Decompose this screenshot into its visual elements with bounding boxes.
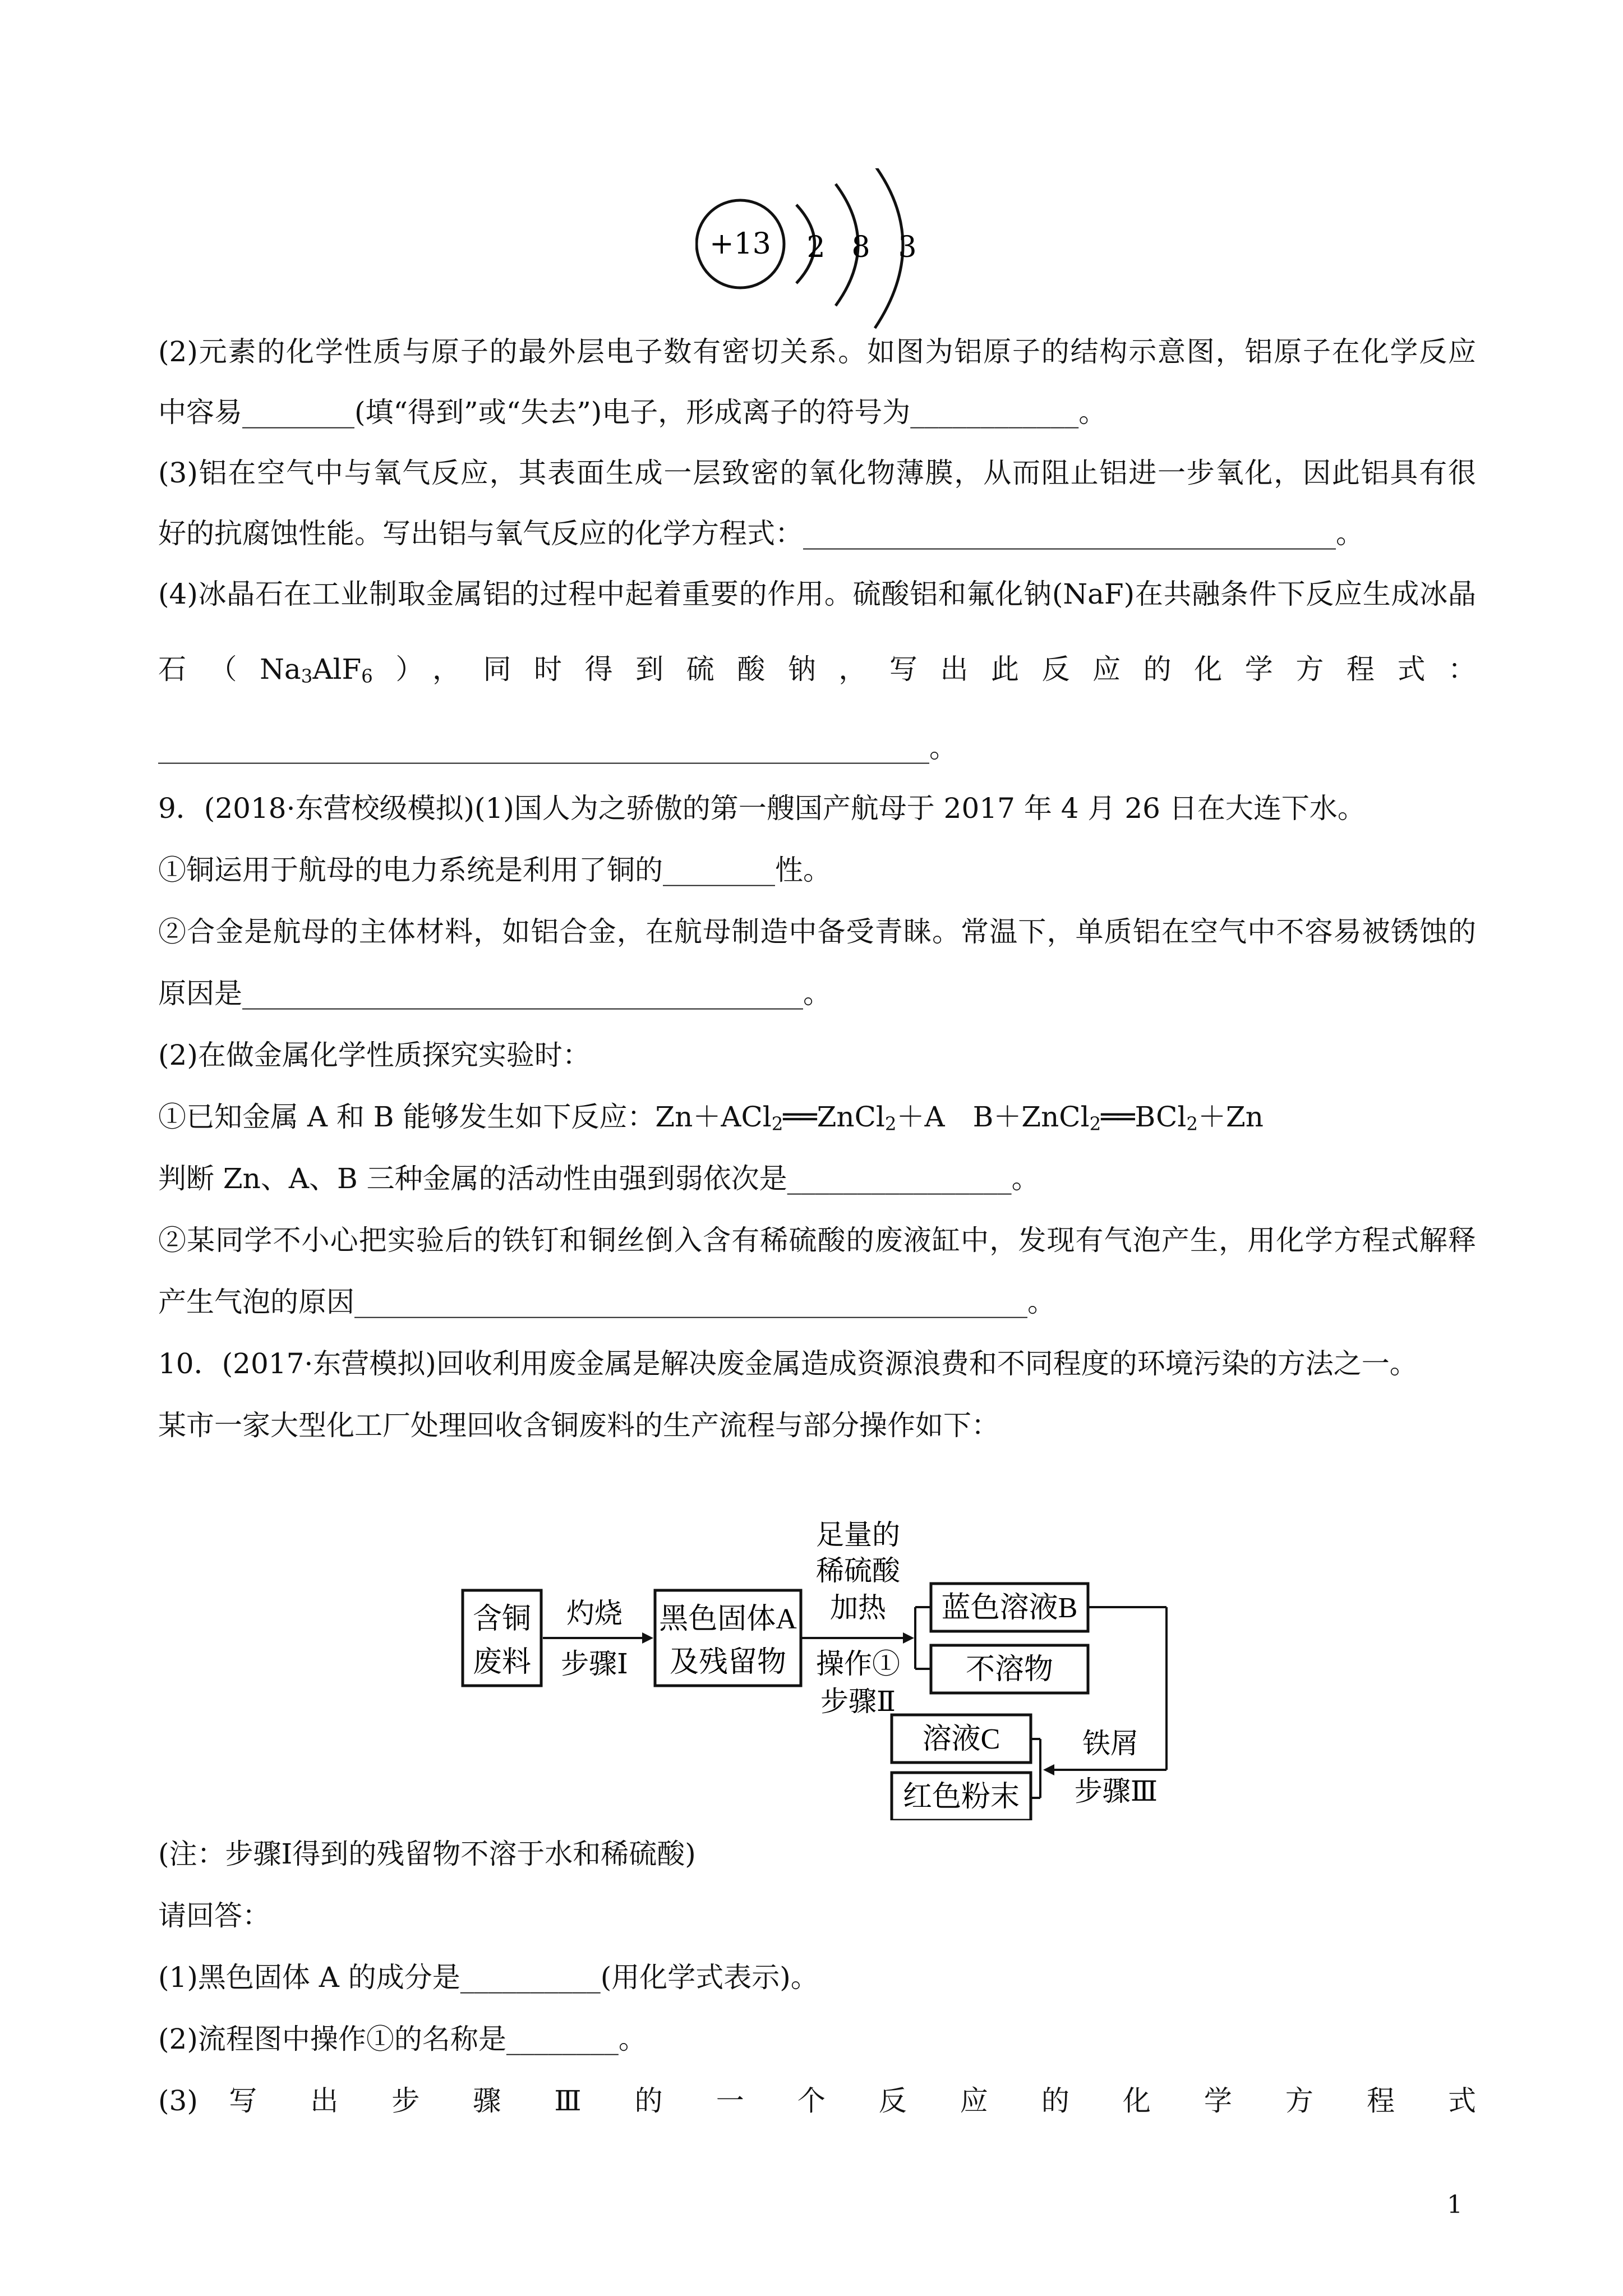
reaction-sub-4: 2 xyxy=(1186,1113,1198,1135)
q10-part1: (1)黑色固体 A 的成分是__________(用化学式表示)。 xyxy=(158,1961,819,1994)
box-blue-solution-label: 蓝色溶液B xyxy=(941,1592,1078,1624)
q8-part4-text-c: AlF xyxy=(312,653,362,685)
q8-part4-answer-line: _______________________________________________________。 xyxy=(158,731,957,764)
reaction-text-2: ══ZnCl xyxy=(783,1101,885,1133)
shell-count-1: 2 xyxy=(806,231,826,264)
arrow-step2-head xyxy=(903,1632,914,1644)
q8-part3-line2: 好的抗腐蚀性能。写出铝与氧气反应的化学方程式：______________________________________。 xyxy=(158,517,1364,550)
q8-part4-text-e: ），同时得到硫酸钠，写出此反应的化学方程式： xyxy=(372,653,1477,685)
box-copper-waste-line2: 废料 xyxy=(472,1646,532,1678)
q10-please-answer: 请回答： xyxy=(158,1899,270,1932)
q9-intro: 9．(2018·东营校级模拟)(1)国人为之骄傲的第一艘国产航母于 2017 年 4 月 26 日在大连下水。 xyxy=(158,792,1366,825)
q10-part3: (3) 写 出 步 骤 Ⅲ 的 一 个 反 应 的 化 学 方 程 式 xyxy=(158,2085,1476,2117)
q9-part1-b-line1: ②合金是航母的主体材料，如铝合金，在航母制造中备受青睐。常温下，单质铝在空气中不容易被锈蚀的 xyxy=(158,915,1476,948)
shell-count-2: 8 xyxy=(851,231,870,264)
reagent-label-3: 加热 xyxy=(830,1592,886,1623)
box-red-powder-label: 红色粉末 xyxy=(902,1781,1020,1813)
reaction-text-5: ＋Zn xyxy=(1198,1101,1264,1133)
q9-part2-b-line1: ②某同学不小心把实验后的铁钉和铜丝倒入含有稀硫酸的废液缸中，发现有气泡产生，用化学方程式解释 xyxy=(158,1224,1476,1257)
reagent-label-1: 足量的 xyxy=(816,1519,900,1550)
q8-part3-line1: (3)铝在空气中与氧气反应，其表面生成一层致密的氧化物薄膜，从而阻止铝进一步氧化，因此铝具有很 xyxy=(158,457,1476,489)
box-black-solid-line2: 及残留物 xyxy=(669,1646,787,1678)
q9-part2-intro: (2)在做金属化学性质探究实验时： xyxy=(158,1039,591,1071)
reaction-text-4: ══BCl xyxy=(1101,1101,1187,1133)
q8-part4-sub-6: 6 xyxy=(361,665,373,687)
arrow-step3-label-top: 铁屑 xyxy=(1082,1728,1138,1759)
q10-intro-line2: 某市一家大型化工厂处理回收含铜废料的生产流程与部分操作如下： xyxy=(158,1409,999,1442)
aluminum-atom-diagram xyxy=(695,168,942,337)
q8-part2-line2: 中容易________(填“得到”或“失去”)电子，形成离子的符号为____________。 xyxy=(158,396,1107,429)
q9-part2-a-question: 判断 Zn、A、B 三种金属的活动性由强到弱依次是________________。 xyxy=(158,1162,1040,1195)
q9-part1-a: ①铜运用于航母的电力系统是利用了铜的________性。 xyxy=(158,854,831,886)
op-label-2: 步骤Ⅱ xyxy=(820,1686,896,1717)
q10-part2: (2)流程图中操作①的名称是________。 xyxy=(158,2023,647,2055)
shell-count-3: 3 xyxy=(898,231,917,264)
arrow-step3-head xyxy=(1043,1764,1054,1775)
box-black-solid-line1: 黑色固体A xyxy=(659,1603,797,1635)
reaction-sub-1: 2 xyxy=(771,1113,783,1135)
copper-recycling-flowchart xyxy=(460,1517,1189,1820)
reaction-text-3: ＋A B＋ZnCl xyxy=(896,1101,1090,1133)
q9-part1-b-line2: 原因是________________________________________。 xyxy=(158,977,831,1010)
op-label-1: 操作① xyxy=(816,1648,900,1680)
box-copper-waste-line1: 含铜 xyxy=(472,1603,532,1635)
nucleus-charge: +13 xyxy=(709,227,771,261)
arrow-step1-label-top: 灼烧 xyxy=(566,1598,623,1629)
q8-part4-line1: (4)冰晶石在工业制取金属铝的过程中起着重要的作用。硫酸铝和氟化钠(NaF)在共融条件下反应生成冰晶 xyxy=(158,578,1476,610)
q10-intro-line1: 10．(2017·东营模拟)回收利用废金属是解决废金属造成资源浪费和不同程度的环境污染的方法之一。 xyxy=(158,1347,1418,1380)
q9-part2-reactions xyxy=(158,1097,1476,1137)
arrow-step3-label-bottom: 步骤Ⅲ xyxy=(1074,1775,1158,1807)
arrow-step1-label-bottom: 步骤Ⅰ xyxy=(561,1648,628,1680)
box-solution-c-label: 溶液C xyxy=(922,1723,1000,1755)
reaction-text-1: ①已知金属 A 和 B 能够发生如下反应：Zn＋ACl xyxy=(158,1101,772,1133)
q9-part2-b-line2: 产生气泡的原因________________________________________________。 xyxy=(158,1286,1055,1318)
box-insoluble-label: 不溶物 xyxy=(965,1654,1054,1686)
q8-part4-text-a: 石（Na xyxy=(158,653,301,685)
page-number: 1 xyxy=(1447,2191,1463,2219)
q8-part4-line2 xyxy=(158,650,1476,689)
reagent-label-2: 稀硫酸 xyxy=(816,1555,900,1586)
arrow-step1-head xyxy=(642,1632,653,1644)
q10-note: (注：步骤Ⅰ得到的残留物不溶于水和稀硫酸) xyxy=(158,1838,696,1870)
q8-part2-line1: (2)元素的化学性质与原子的最外层电子数有密切关系。如图为铝原子的结构示意图，铝原子在化学反应 xyxy=(158,335,1476,368)
reaction-sub-2: 2 xyxy=(884,1113,897,1135)
q8-part4-sub-3: 3 xyxy=(301,665,313,687)
reaction-sub-3: 2 xyxy=(1089,1113,1101,1135)
